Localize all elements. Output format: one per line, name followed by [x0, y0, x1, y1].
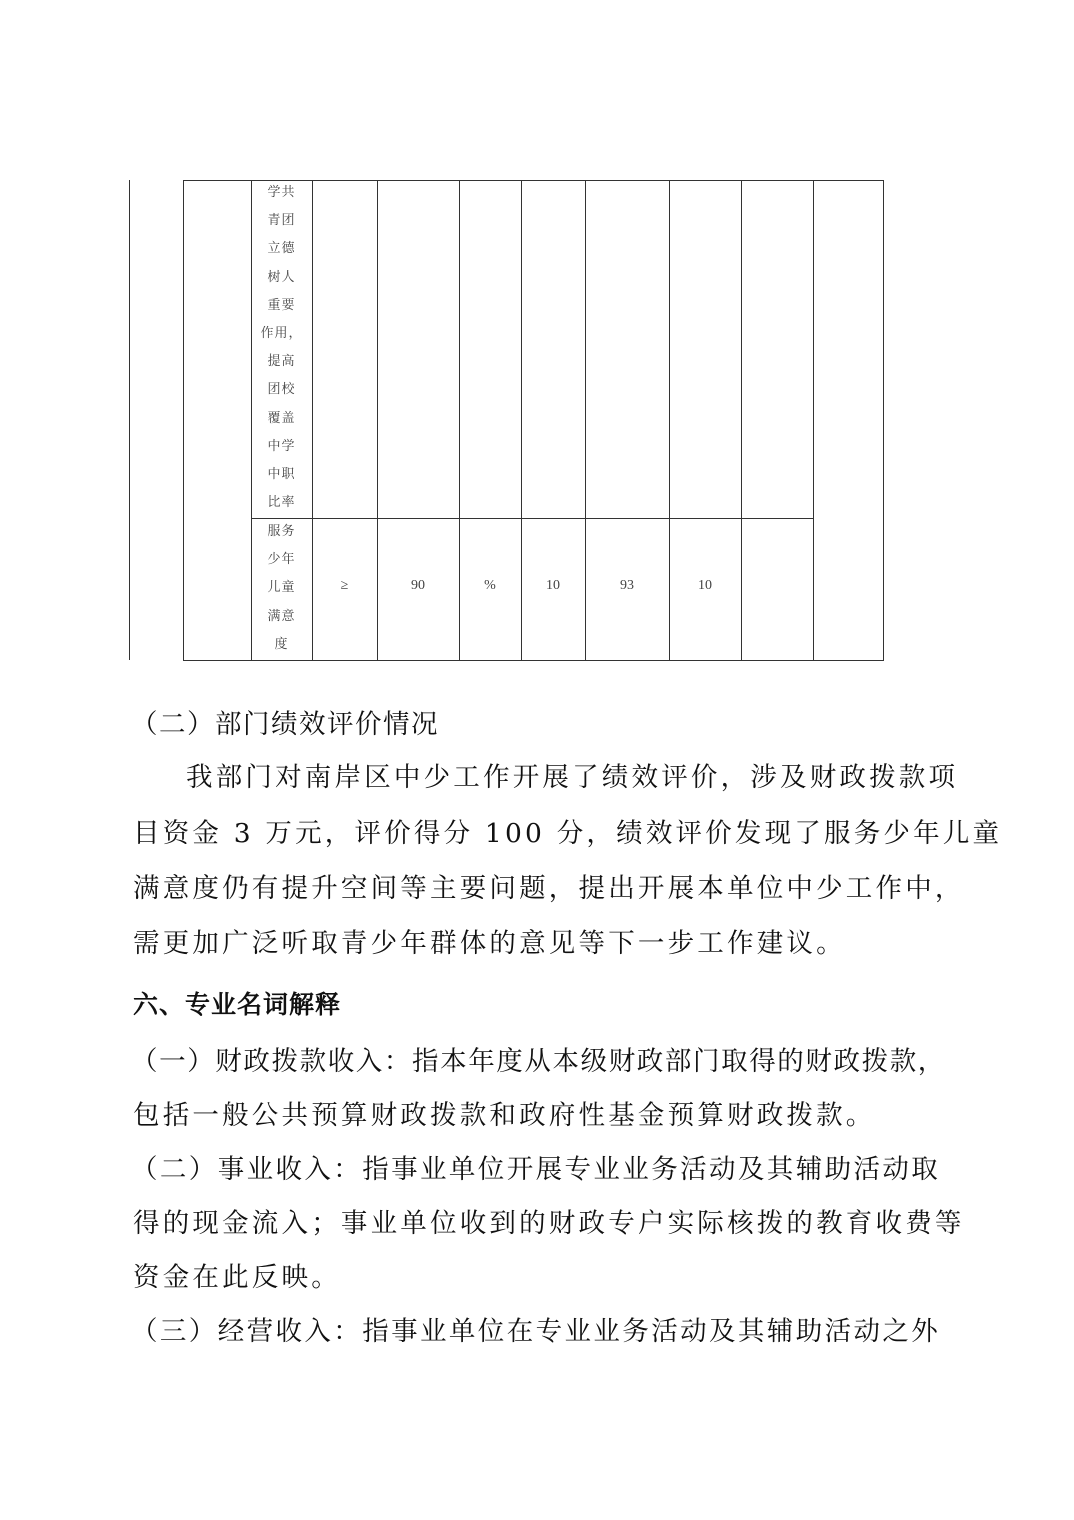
indicator-cell [251, 518, 312, 659]
column-divider [183, 180, 184, 661]
performance-evaluation-heading: （二）部门绩效评价情况 [131, 709, 439, 740]
indicator-text-line: 覆盖 [267, 410, 296, 426]
indicator-text-line: 中职 [267, 467, 296, 483]
glossary-heading: 六、专业名词解释 [133, 990, 342, 1019]
indicator-text-line: 重要 [267, 297, 296, 313]
weight-cell: 10 [546, 578, 560, 593]
indicator-text-line: 树人 [267, 269, 296, 285]
glossary-line: 包括一般公共预算财政拨款和政府性基金预算财政拨款。 [133, 1100, 876, 1131]
table-bottom-border [183, 660, 884, 661]
score-cell: 10 [698, 578, 712, 593]
glossary-line: （一）财政拨款收入：指本年度从本级财政部门取得的财政拨款， [131, 1046, 946, 1077]
performance-paragraph-line: 需更加广泛听取青少年群体的意见等下一步工作建议。 [133, 928, 846, 959]
glossary-line: 得的现金流入；事业单位收到的财政专户实际核拨的教育收费等 [133, 1208, 965, 1239]
column-divider [883, 180, 884, 661]
indicator-text-line: 比率 [267, 495, 296, 511]
operator-cell: ≥ [340, 578, 349, 593]
column-divider [741, 180, 742, 661]
glossary-line: （二）事业收入：指事业单位开展专业业务活动及其辅助活动取 [131, 1154, 941, 1185]
indicator-cell [251, 179, 312, 517]
indicator-text-line: 少年 [267, 552, 296, 568]
actual-value-cell: 93 [620, 578, 634, 593]
unit-cell: % [484, 578, 496, 593]
indicator-text-line: 度 [274, 636, 289, 652]
indicator-text-line: 立德 [267, 241, 296, 257]
performance-paragraph-line: 满意度仍有提升空间等主要问题，提出开展本单位中少工作中， [133, 873, 965, 904]
target-value-cell: 90 [411, 578, 425, 593]
performance-paragraph-line: 目资金 3 万元，评价得分 100 分，绩效评价发现了服务少年儿童 [133, 818, 1003, 849]
glossary-line: （三）经营收入：指事业单位在专业业务活动及其辅助活动之外 [131, 1316, 941, 1347]
indicator-text-line: 作用， [260, 326, 303, 342]
indicator-text-line: 儿童 [267, 580, 296, 596]
row-divider [251, 518, 814, 519]
indicator-text-line: 团校 [267, 382, 296, 398]
indicator-text-line: 服务 [267, 524, 296, 539]
table-left-border-fragment [129, 180, 130, 660]
indicator-text-line: 提高 [267, 354, 296, 370]
indicator-text-line: 学共 [267, 185, 296, 200]
column-divider [813, 180, 814, 661]
indicator-text-line: 青团 [267, 213, 296, 229]
indicator-text-line: 满意 [267, 608, 296, 624]
indicator-text-line: 中学 [267, 438, 296, 454]
glossary-line: 资金在此反映。 [133, 1262, 341, 1293]
performance-paragraph-line: 我部门对南岸区中少工作开展了绩效评价，涉及财政拨款项 [186, 762, 959, 793]
